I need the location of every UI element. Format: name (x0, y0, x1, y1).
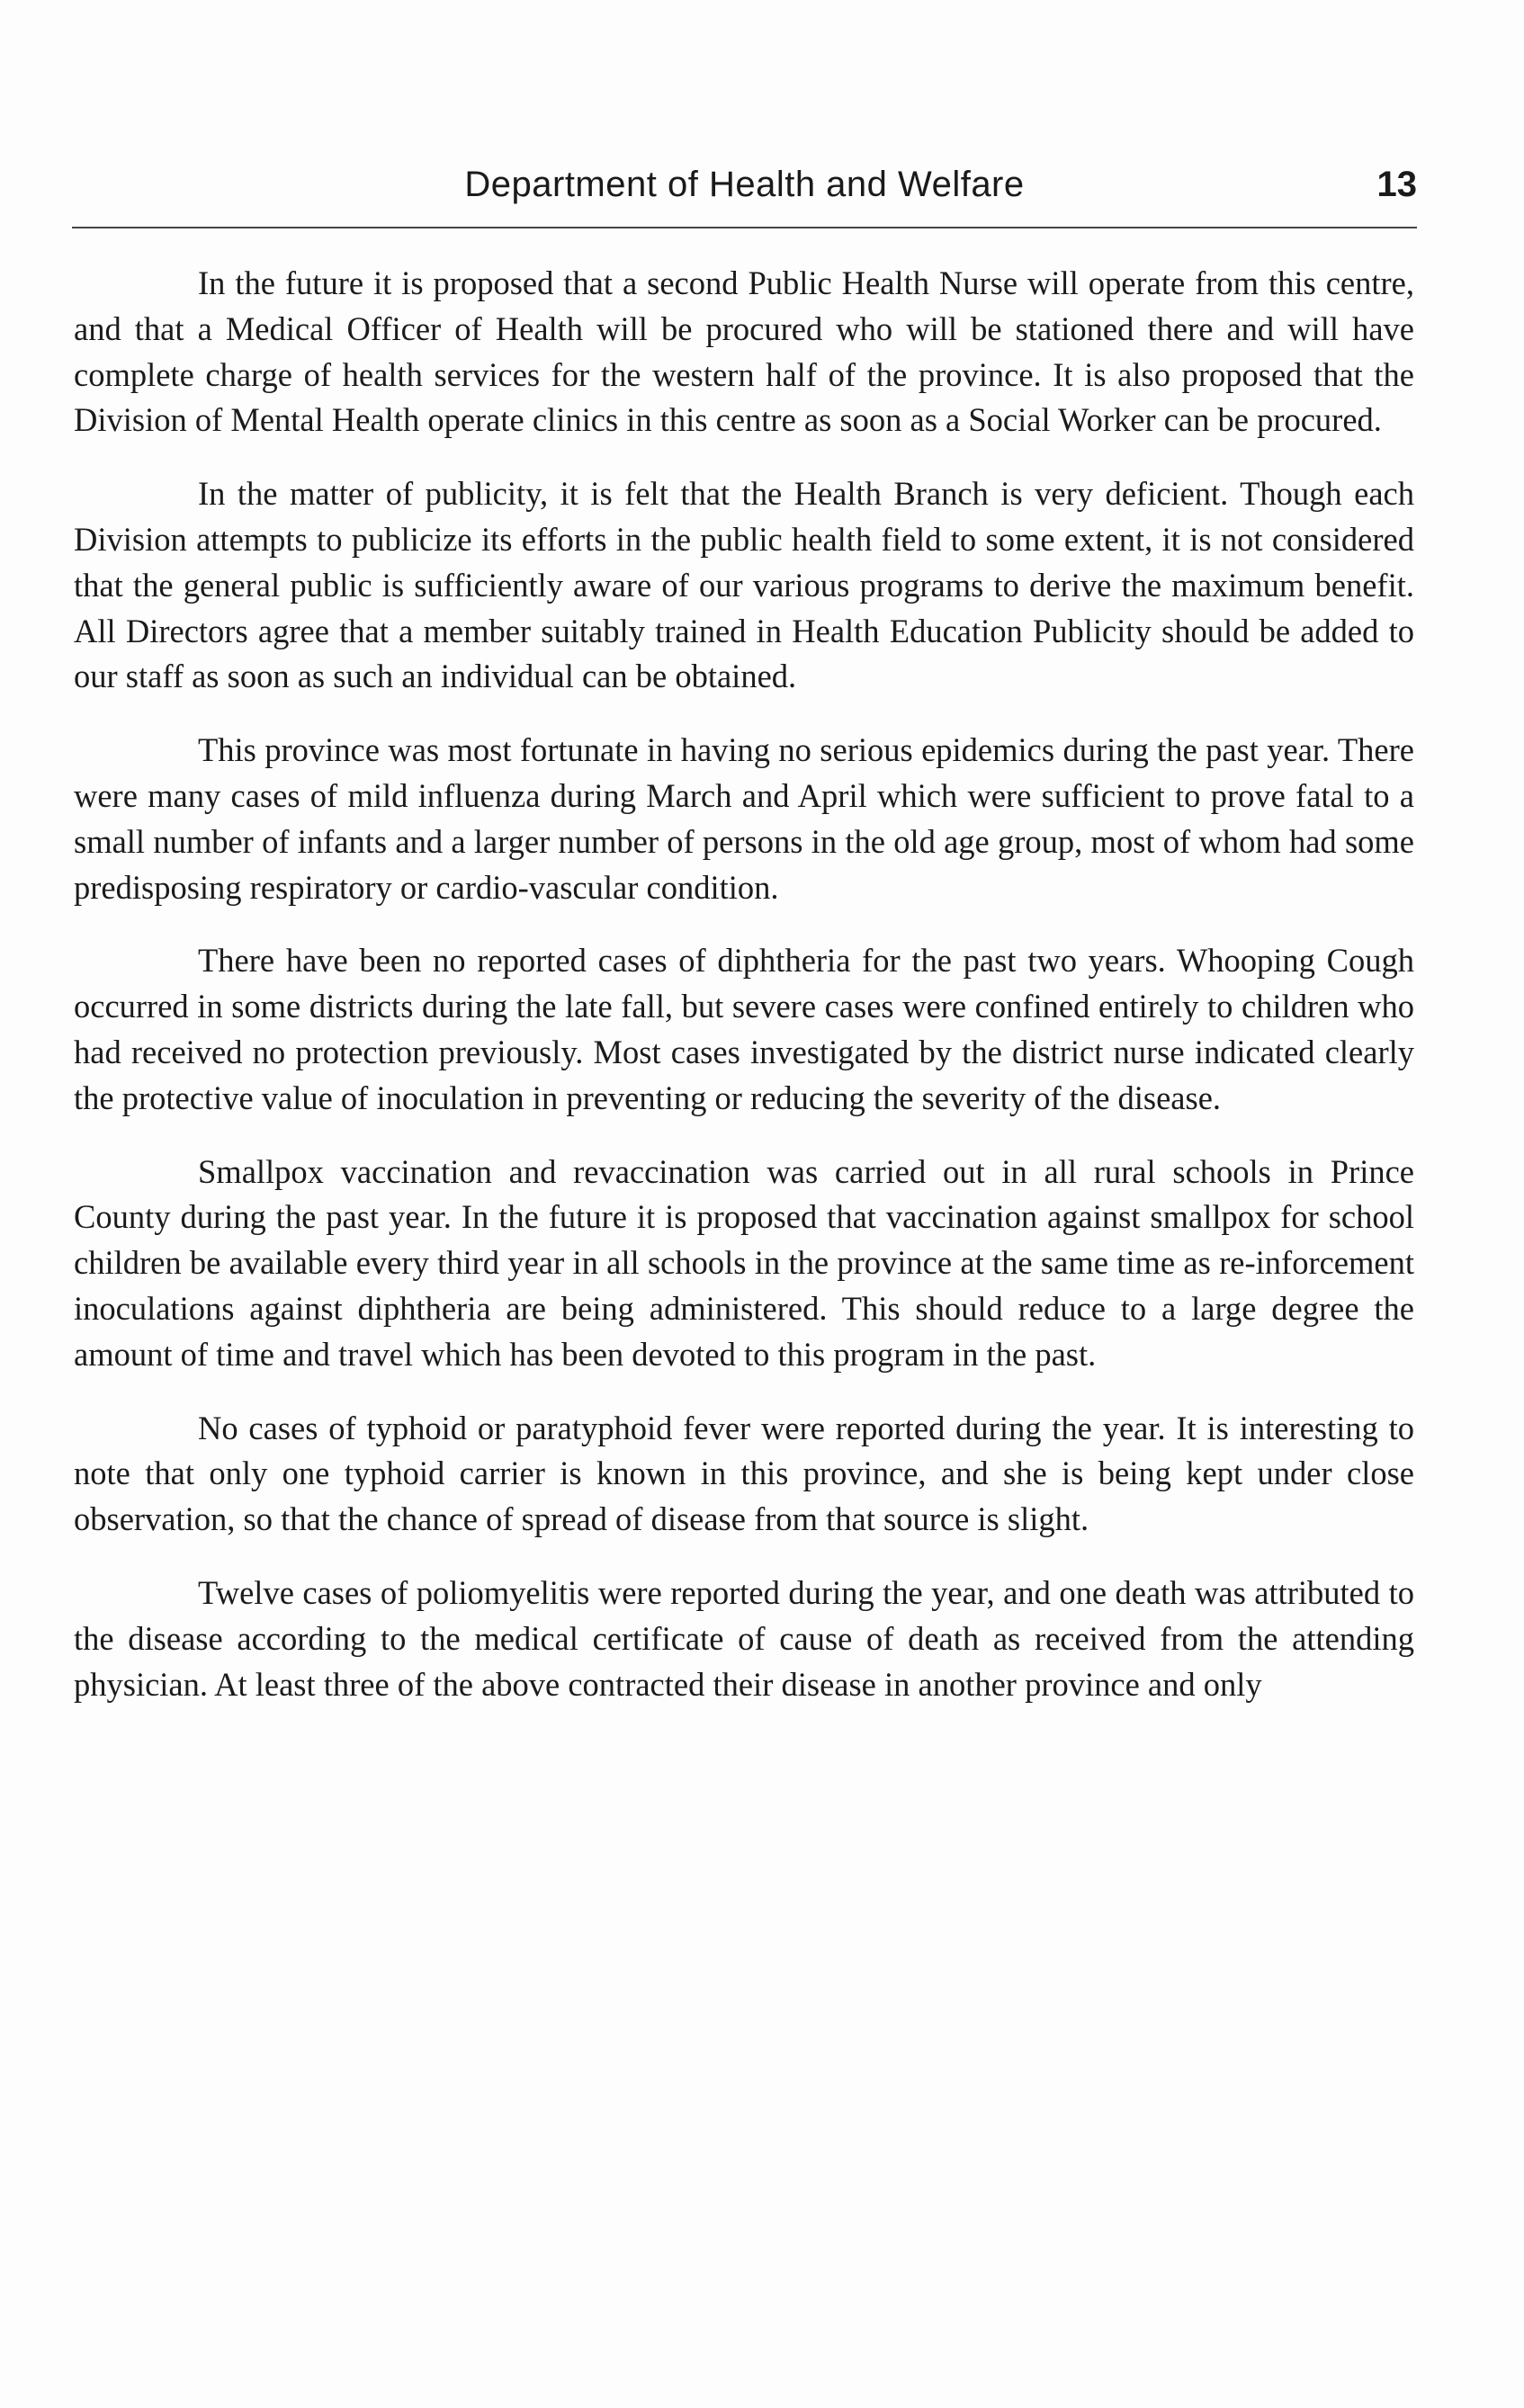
header-title: Department of Health and Welfare (464, 165, 1025, 204)
paragraph-typhoid: No cases of typhoid or paratyphoid fever were reported during the year. It is interesting to note that only one typhoid carrier is known in this province, and she is being kept under close observation, so that the chance of spread of disease from that source is slight. (74, 1409, 1414, 1538)
paragraph-nurse-centre: In the future it is proposed that a second Public Health Nurse will operate from this centre, and that a Medical Officer of Health will be procured who will be stationed there and will have complete charge of health services for the western half of the province. It is also proposed that the Division of Mental Health operate clinics in this centre as soon as a Social Worker can be procured. (74, 264, 1414, 439)
paragraph-publicity: In the matter of publicity, it is felt that the Health Branch is very deficient. Though each Division attempts to publicize its efforts in the public health field to some extent, it is not considered that the general public is sufficiently aware of our various programs to derive the maximum benefit. All Directors agree that a member suitably trained in Health Education Publicity should be added to our staff as soon as such an individual can be obtained. (74, 475, 1414, 695)
paragraph-poliomyelitis: Twelve cases of poliomyelitis were reported during the year, and one death was attributed to the disease according to the medical certificate of cause of death as received from the attending physician. At least three of the above contracted their disease in another province and only (74, 1573, 1414, 1703)
paragraph-epidemics: This province was most fortunate in having no serious epidemics during the past year. There were many cases of mild influenza during March and April which were sufficient to prove fatal to a small number of infants and a larger number of persons in the old age group, most of whom had some predisposing respiratory or cardio-vascular condition. (74, 731, 1414, 906)
body-text (74, 261, 1414, 1707)
page-number: 13 (1376, 165, 1417, 204)
paragraph-smallpox: Smallpox vaccination and revaccination was carried out in all rural schools in Prince County during the past year. In the future it is proposed that vaccination against smallpox for school children be available every third year in all schools in the province at the same time as re-inforcement inoculations against diphtheria are being administered. This should reduce to a large degree the amount of time and travel which has been devoted to this program in the past. (74, 1152, 1414, 1373)
header-rule (72, 227, 1417, 228)
paragraph-diphtheria: There have been no reported cases of diphtheria for the past two years. Whooping Cough occurred in some districts during the late fall, but severe cases were confined entirely to children who had received no protection previously. Most cases investigated by the district nurse indicated clearly the protective value of inoculation in preventing or reducing the severity of the disease. (74, 942, 1414, 1116)
running-header (72, 165, 1417, 219)
